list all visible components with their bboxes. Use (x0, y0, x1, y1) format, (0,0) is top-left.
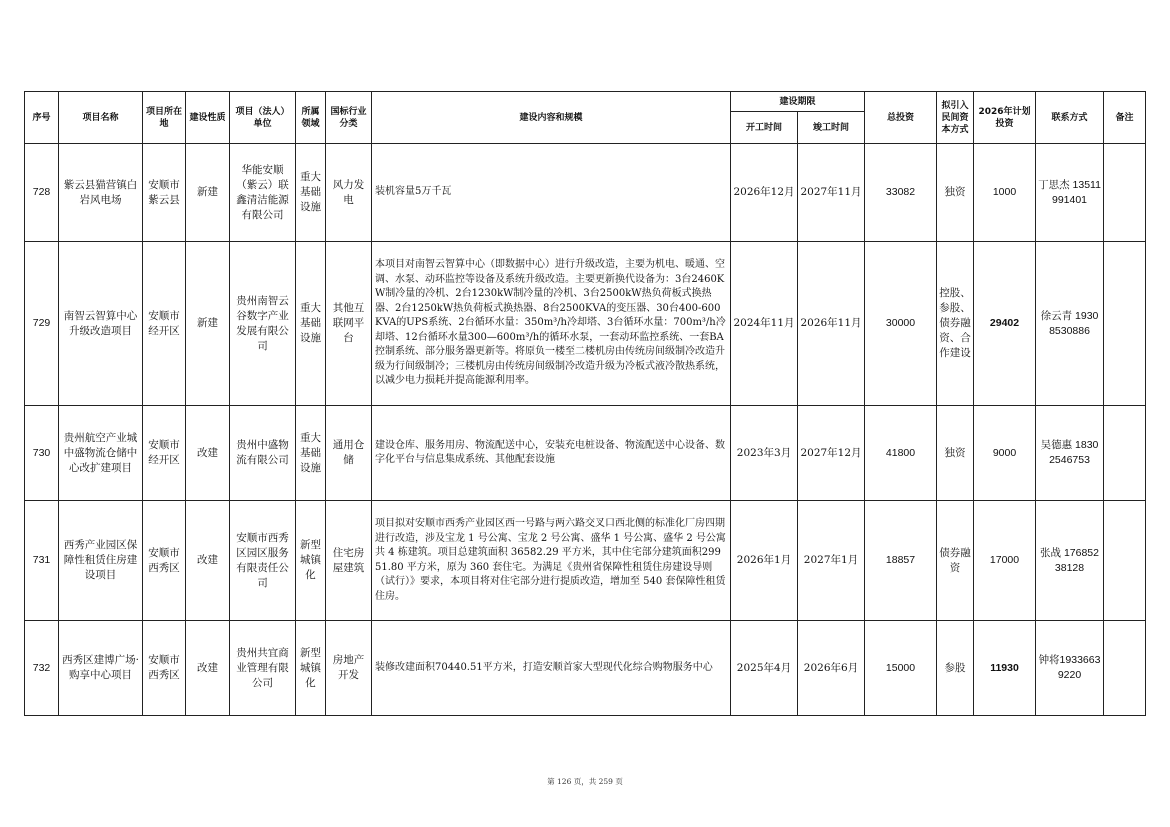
cell-industry: 通用仓储 (326, 406, 372, 501)
header-unit: 项目（法人）单位 (230, 92, 296, 144)
cell-location: 安顺市经开区 (143, 242, 186, 406)
cell-plan-2026: 17000 (974, 501, 1036, 621)
cell-name: 西秀产业园区保障性租赁住房建设项目 (59, 501, 143, 621)
cell-name: 贵州航空产业城中盛物流仓储中心改扩建项目 (59, 406, 143, 501)
cell-name: 南智云智算中心升级改造项目 (59, 242, 143, 406)
cell-contact: 钟将19336639220 (1036, 621, 1104, 716)
cell-field: 新型城镇化 (296, 501, 326, 621)
table-row (25, 242, 1146, 406)
table-row (25, 621, 1146, 716)
cell-end: 2026年11月 (798, 242, 865, 406)
cell-industry: 房地产开发 (326, 621, 372, 716)
cell-nature: 改建 (186, 406, 230, 501)
cell-total: 18857 (865, 501, 937, 621)
cell-end: 2027年11月 (798, 144, 865, 242)
cell-private-capital: 独资 (937, 406, 974, 501)
cell-nature: 新建 (186, 144, 230, 242)
header-total: 总投资 (865, 92, 937, 144)
cell-private-capital: 独资 (937, 144, 974, 242)
header-nature: 建设性质 (186, 92, 230, 144)
header-industry: 国标行业分类 (326, 92, 372, 144)
cell-seq: 729 (25, 242, 59, 406)
cell-location: 安顺市西秀区 (143, 501, 186, 621)
table-row (25, 144, 1146, 242)
cell-field: 新型城镇化 (296, 621, 326, 716)
header-content: 建设内容和规模 (372, 92, 731, 144)
cell-total: 41800 (865, 406, 937, 501)
cell-total: 15000 (865, 621, 937, 716)
header-start: 开工时间 (731, 112, 798, 144)
header-plan-2026: 2026年计划投资 (974, 92, 1036, 144)
header-end: 竣工时间 (798, 112, 865, 144)
cell-private-capital: 控股、参股、债券融资、合作建设 (937, 242, 974, 406)
header-field: 所属领域 (296, 92, 326, 144)
table-row (25, 501, 1146, 621)
header-seq: 序号 (25, 92, 59, 144)
cell-start: 2026年12月 (731, 144, 798, 242)
cell-contact: 张战 17685238128 (1036, 501, 1104, 621)
page-footer: 第 126 页，共 259 页 (547, 777, 623, 786)
cell-seq: 728 (25, 144, 59, 242)
cell-unit: 华能安顺（紫云）联鑫清洁能源有限公司 (230, 144, 296, 242)
cell-remark (1104, 144, 1146, 242)
cell-location: 安顺市西秀区 (143, 621, 186, 716)
cell-total: 33082 (865, 144, 937, 242)
header-remark: 备注 (1104, 92, 1146, 144)
cell-content: 建设仓库、服务用房、物流配送中心，安装充电桩设备、物流配送中心设备、数字化平台与信息集成系统、其他配套设施 (372, 406, 731, 501)
cell-nature: 改建 (186, 501, 230, 621)
header-private-capital: 拟引入民间资本方式 (937, 92, 974, 144)
cell-start: 2026年1月 (731, 501, 798, 621)
cell-start: 2023年3月 (731, 406, 798, 501)
cell-plan-2026: 9000 (974, 406, 1036, 501)
cell-remark (1104, 501, 1146, 621)
cell-field: 重大基础设施 (296, 242, 326, 406)
cell-unit: 贵州共宜商业管理有限公司 (230, 621, 296, 716)
cell-content: 本项目对南智云智算中心（即数据中心）进行升级改造，主要为机电、暖通、空调、水泵、动环监控等设备及系统升级改造。主要更新换代设备为：3台2460KW制冷量的冷机、2台1230kW制冷量的冷机、3台2500kW热负荷板式换热器、2台1250kW热负荷板式换热器、8台2500KVA的变压器、30台400-600KVA的UPS系统、2台循环水量：350m³/h冷却塔、3台循环水量：700m³/h冷却塔、12台循环水量300—600m³/h的循环水泵，一套动环监控系统、一套BA控制系统、部分服务器更新等。将原负一楼至二楼机房由传统房间级制冷改造升级为行间级制冷；三楼机房由传统房间级制冷改造升级为冷板式液冷散热系统，以减少电力损耗并提高能源利用率。 (372, 242, 731, 406)
cell-seq: 731 (25, 501, 59, 621)
cell-private-capital: 债券融资 (937, 501, 974, 621)
project-table (24, 91, 1146, 716)
cell-plan-2026: 11930 (974, 621, 1036, 716)
cell-end: 2026年6月 (798, 621, 865, 716)
cell-content: 装机容量5万千瓦 (372, 144, 731, 242)
cell-name: 西秀区建博广场·购享中心项目 (59, 621, 143, 716)
cell-industry: 住宅房屋建筑 (326, 501, 372, 621)
cell-end: 2027年12月 (798, 406, 865, 501)
cell-start: 2025年4月 (731, 621, 798, 716)
cell-content: 项目拟对安顺市西秀产业园区西一号路与两六路交叉口西北侧的标准化厂房四期进行改造，涉及宝龙 1 号公寓、宝龙 2 号公寓、盛华 1 号公寓、盛华 2 号公寓共 4 栋建筑。项目总建筑面积 36582.29 平方米，其中住宅部分建筑面积29951.80 平方米，原为 360 套住宅。为满足《贵州省保障性租赁住房建设导则（试行）》要求，本项目将对住宅部分进行提质改造，增加至 540 套保障性租赁住房。 (372, 501, 731, 621)
cell-field: 重大基础设施 (296, 144, 326, 242)
cell-nature: 新建 (186, 242, 230, 406)
cell-contact: 丁思杰 13511991401 (1036, 144, 1104, 242)
header-name: 项目名称 (59, 92, 143, 144)
cell-unit: 贵州南智云谷数字产业发展有限公司 (230, 242, 296, 406)
table-row (25, 406, 1146, 501)
cell-field: 重大基础设施 (296, 406, 326, 501)
cell-location: 安顺市紫云县 (143, 144, 186, 242)
header-contact: 联系方式 (1036, 92, 1104, 144)
cell-unit: 贵州中盛物流有限公司 (230, 406, 296, 501)
cell-total: 30000 (865, 242, 937, 406)
cell-seq: 730 (25, 406, 59, 501)
header-period: 建设期限 (731, 92, 865, 112)
header-location: 项目所在地 (143, 92, 186, 144)
cell-location: 安顺市经开区 (143, 406, 186, 501)
cell-industry: 其他互联网平台 (326, 242, 372, 406)
cell-remark (1104, 242, 1146, 406)
cell-remark (1104, 406, 1146, 501)
cell-contact: 徐云青 19308530886 (1036, 242, 1104, 406)
cell-start: 2024年11月 (731, 242, 798, 406)
cell-industry: 风力发电 (326, 144, 372, 242)
cell-remark (1104, 621, 1146, 716)
cell-content: 装修改建面积70440.51平方米，打造安顺首家大型现代化综合购物服务中心 (372, 621, 731, 716)
cell-contact: 吴德惠 18302546753 (1036, 406, 1104, 501)
cell-plan-2026: 1000 (974, 144, 1036, 242)
cell-unit: 安顺市西秀区园区服务有限责任公司 (230, 501, 296, 621)
cell-nature: 改建 (186, 621, 230, 716)
cell-plan-2026: 29402 (974, 242, 1036, 406)
cell-end: 2027年1月 (798, 501, 865, 621)
cell-name: 紫云县猫营镇白岩风电场 (59, 144, 143, 242)
cell-seq: 732 (25, 621, 59, 716)
cell-private-capital: 参股 (937, 621, 974, 716)
